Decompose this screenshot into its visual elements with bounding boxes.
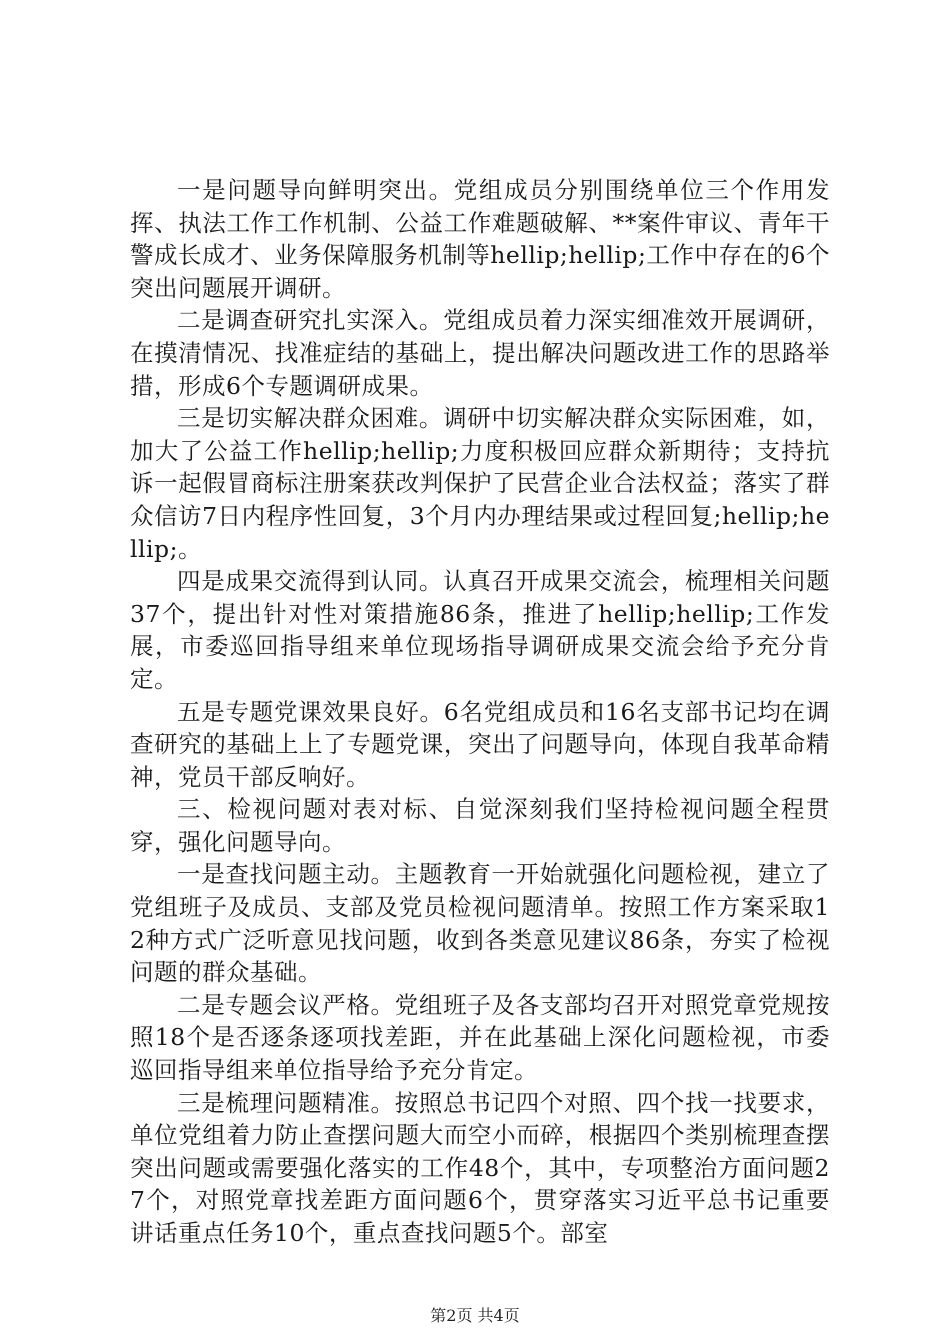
paragraph: 一是问题导向鲜明突出。党组成员分别围绕单位三个作用发挥、执法工作工作机制、公益工作难题破解、**案件审议、青年干警成长成才、业务保障服务机制等hellip;hellip;工作中存在的6个突出问题展开调研。 — [130, 176, 830, 302]
section-heading: 三、检视问题对表对标、自觉深刻我们坚持检视问题全程贯穿，强化问题导向。 — [130, 795, 830, 856]
paragraph: 三是切实解决群众困难。调研中切实解决群众实际困难，如，加大了公益工作hellip;hellip;力度积极回应群众新期待；支持抗诉一起假冒商标注册案获改判保护了民营企业合法权益；落实了群众信访7日内程序性回复，3个月内办理结果或过程回复;hellip;hellip;。 — [130, 404, 830, 563]
paragraph: 一是查找问题主动。主题教育一开始就强化问题检视，建立了党组班子及成员、支部及党员检视问题清单。按照工作方案采取12种方式广泛听意见找问题，收到各类意见建议86条，夯实了检视问题的群众基础。 — [130, 860, 830, 987]
paragraph: 四是成果交流得到认同。认真召开成果交流会，梳理相关问题37个，提出针对性对策措施86条，推进了hellip;hellip;工作发展，市委巡回指导组来单位现场指导调研成果交流会给予充分肯定。 — [130, 567, 830, 693]
paragraph: 三是梳理问题精准。按照总书记四个对照、四个找一找要求，单位党组着力防止查摆问题大而空小而碎，根据四个类别梳理查摆突出问题或需要强化落实的工作48个，其中，专项整治方面问题27个，对照党章找差距方面问题6个，贯穿落实习近平总书记重要讲话重点任务10个，重点查找问题5个。部室 — [130, 1088, 830, 1247]
paragraph: 五是专题党课效果良好。6名党组成员和16名支部书记均在调查研究的基础上上了专题党课，突出了问题导向，体现自我革命精神，党员干部反响好。 — [130, 697, 830, 791]
paragraph: 二是专题会议严格。党组班子及各支部均召开对照党章党规按照18个是否逐条逐项找差距，并在此基础上深化问题检视，市委巡回指导组来单位指导给予充分肯定。 — [130, 990, 830, 1085]
page-footer: 第2页 共4页 — [430, 1306, 520, 1325]
paragraph: 二是调查研究扎实深入。党组成员着力深实细准效开展调研，在摸清情况、找准症结的基础上，提出解决问题改进工作的思路举措，形成6个专题调研成果。 — [130, 306, 830, 400]
document-body — [130, 174, 830, 1250]
